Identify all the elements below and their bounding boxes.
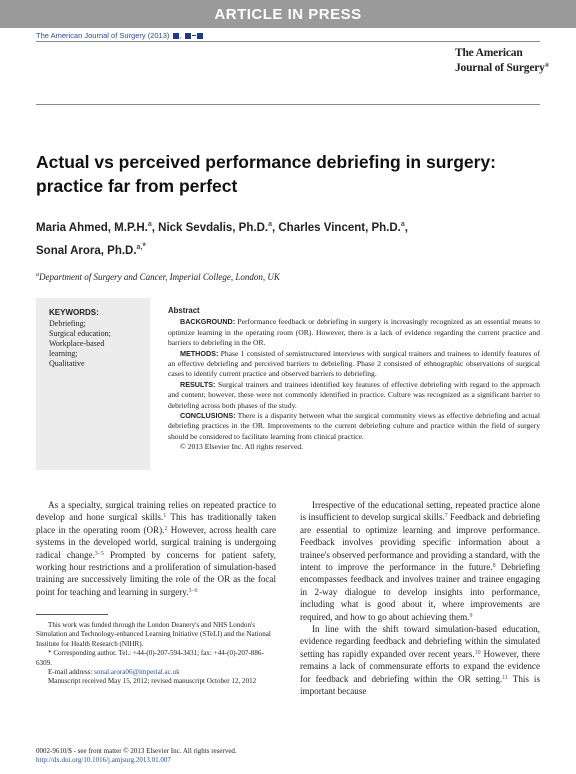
body-paragraph: As a specialty, surgical training relies on repeated practice to develop and hone surgical skills.$^1$ This has traditionally taken place in the operating room (OR).$^2$ However, across health care systems in the developed world, surgical training is undergoing radical change.$^{3-5}$ Prompted by concerns for patient safety, working hour restrictions and a proliferation of simulation-based training are successively limiting the role of the OR as the focal point for teaching and learning in surgery.$^{3-6}$ bbox=[36, 500, 277, 597]
publication-info bbox=[36, 747, 237, 765]
abstract-results: RESULTS: Surgical trainers and trainees identified key features of effective debriefing with regard to the approach and content; however, these were not commonly identified in practice. Culture was recognized as a significant barrier to debriefing across both phases of the study. bbox=[168, 379, 540, 410]
abstract-label: RESULTS: bbox=[180, 379, 216, 389]
citation-link[interactable]: 3–5 bbox=[94, 550, 104, 557]
body-column-right bbox=[300, 499, 540, 698]
journal-logo-line1: The American bbox=[455, 47, 523, 59]
header-divider bbox=[36, 41, 540, 42]
abstract-conclusions: CONCLUSIONS: There is a disparity between what the surgical community views as effective debriefing and actual debriefing practices in the OR. Improvements to the current debriefing culture and practice within the field of surgery should be considered to facilitate learning from clinical practice. bbox=[168, 411, 540, 441]
doi-link[interactable]: http://dx.doi.org/10.1016/j.amjsurg.2013.01.007 bbox=[36, 756, 171, 765]
square-glyph-icon bbox=[185, 33, 191, 39]
corresponding-star: * bbox=[142, 240, 146, 251]
article-title bbox=[36, 150, 536, 198]
keyword-item: Debriefing; bbox=[49, 319, 86, 328]
affiliation-mark: a bbox=[400, 221, 405, 228]
citation-link[interactable]: 10 bbox=[474, 649, 481, 656]
author-list: Maria Ahmed, M.P.H.$^a$, Nick Sevdalis, Ph.D.$^a$, Charles Vincent, Ph.D.$^a$, Sonal Arora, Ph.D.$^{a,*}$ bbox=[36, 221, 408, 257]
manuscript-dates: Manuscript received May 15, 2012; revised manuscript October 12, 2012 bbox=[48, 677, 257, 686]
keyword-item: Qualitative bbox=[49, 359, 85, 368]
citation-link[interactable]: 11 bbox=[502, 674, 508, 681]
footnote-divider bbox=[36, 614, 108, 615]
affiliation-mark: a,* bbox=[136, 240, 146, 251]
keywords-title: KEYWORDS: bbox=[49, 308, 99, 317]
keyword-item: Workplace-based bbox=[49, 339, 105, 348]
footnotes bbox=[36, 621, 272, 687]
journal-logo bbox=[455, 47, 555, 75]
affiliation-text: Department of Surgery and Cancer, Imperial College, London, UK bbox=[39, 272, 280, 282]
corresponding-author-note: * Corresponding author. Tel.: +44-(0)-207-594-3431; fax: +44-(0)-207-886-6309. bbox=[36, 649, 264, 667]
article-in-press-banner bbox=[0, 0, 576, 28]
abstract-methods: METHODS: Phase 1 consisted of semistructured interviews with surgical trainers and trainees to identify features of an effective debriefing and perceived barriers to debriefing. Phase 2 consisted of ethnographic observations of surgical cases to identify current practice and observed barriers to debriefing. bbox=[168, 348, 540, 379]
title-line-2: practice far from perfect bbox=[36, 176, 238, 196]
running-head: The American Journal of Surgery (2013) , bbox=[36, 31, 204, 40]
abstract-heading: Abstract bbox=[168, 306, 200, 315]
square-glyph-icon bbox=[173, 33, 179, 39]
author-name: Maria Ahmed, M.P.H. bbox=[36, 221, 148, 234]
keywords-box bbox=[36, 298, 150, 470]
email-note: E-mail address: sonal.arora06@imperial.ac.uk bbox=[48, 668, 180, 677]
running-head-text: The American Journal of Surgery (2013) bbox=[36, 31, 170, 40]
header-divider-lower bbox=[36, 104, 540, 105]
abstract-copyright: © 2013 Elsevier Inc. All rights reserved. bbox=[180, 442, 304, 452]
author-name: Sonal Arora, Ph.D. bbox=[36, 244, 137, 257]
body-column-left bbox=[36, 499, 276, 598]
citation-link[interactable]: 8 bbox=[492, 563, 496, 570]
affiliation bbox=[36, 272, 536, 282]
citation-link[interactable]: 3–6 bbox=[188, 587, 198, 594]
citation-link[interactable]: 7 bbox=[444, 513, 448, 520]
citation-link[interactable]: 1 bbox=[163, 513, 167, 520]
affiliation-mark: a bbox=[268, 221, 272, 228]
author-name: Nick Sevdalis, Ph.D. bbox=[158, 221, 269, 234]
journal-logo-line2: Journal of Surgery bbox=[455, 62, 545, 74]
keyword-item: learning; bbox=[49, 349, 78, 358]
banner-text: ARTICLE IN PRESS bbox=[214, 6, 362, 23]
abstract-label: BACKGROUND: bbox=[180, 317, 236, 327]
issn-line: 0002-9610/$ - see front matter © 2013 Elsevier Inc. All rights reserved. bbox=[36, 747, 237, 755]
abstract-label: METHODS: bbox=[180, 348, 219, 358]
registered-mark: ® bbox=[544, 63, 549, 69]
affiliation-mark: a bbox=[36, 272, 39, 278]
square-glyph-icon bbox=[197, 33, 203, 39]
funding-note: This work was funded through the London Deanery's and NHS London's Simulation and Technology-enhanced Learning Initiative (STeLI) and the National Institute for Health Research (NIHR). bbox=[36, 621, 271, 648]
title-line-1: Actual vs perceived performance debriefing in surgery: bbox=[36, 152, 497, 172]
abstract-label: CONCLUSIONS: bbox=[180, 411, 236, 421]
abstract bbox=[168, 306, 540, 453]
body-paragraph: In line with the shift toward simulation-based education, evidence regarding feedback and debriefing within the simulated setting has rapidly expanded over recent years.$^{10}$ However, there remains a lack of commensurate efforts to expand the evidence for feedback and debriefing within the OR setting.$^{11}$ This is important because bbox=[300, 624, 540, 697]
email-link[interactable]: sonal.arora06@imperial.ac.uk bbox=[94, 668, 180, 677]
affiliation-mark: a bbox=[147, 221, 152, 228]
abstract-background: BACKGROUND: Performance feedback or debriefing in surgery is increasingly recognized as an essential means to optimize learning in the operating room (OR). However, there is a lack of evidence regarding the current practice and barriers to debriefing in the OR. bbox=[168, 317, 540, 348]
dash-glyph-icon bbox=[192, 35, 196, 36]
body-paragraph: Irrespective of the educational setting, repeated practice alone is insufficient to develop surgical skills.$^7$ Feedback and debriefing are essential to optimize learning and improve performance. Feedback involves providing specific information about a trainee's observed performance and providing a standard, with the intent to improve the performance in the future.$^8$ Debriefing encompasses feedback and involves trainer and trainee engaging in 2-way dialogue to develop insights into performance, including what is good about it, where improvements are required, and how to go about achieving them.$^9$ bbox=[300, 500, 540, 622]
author-name: Charles Vincent, Ph.D. bbox=[278, 221, 401, 234]
citation-link[interactable]: 2 bbox=[164, 525, 168, 532]
keyword-item: Surgical education; bbox=[49, 329, 111, 338]
citation-link[interactable]: 9 bbox=[469, 612, 473, 619]
